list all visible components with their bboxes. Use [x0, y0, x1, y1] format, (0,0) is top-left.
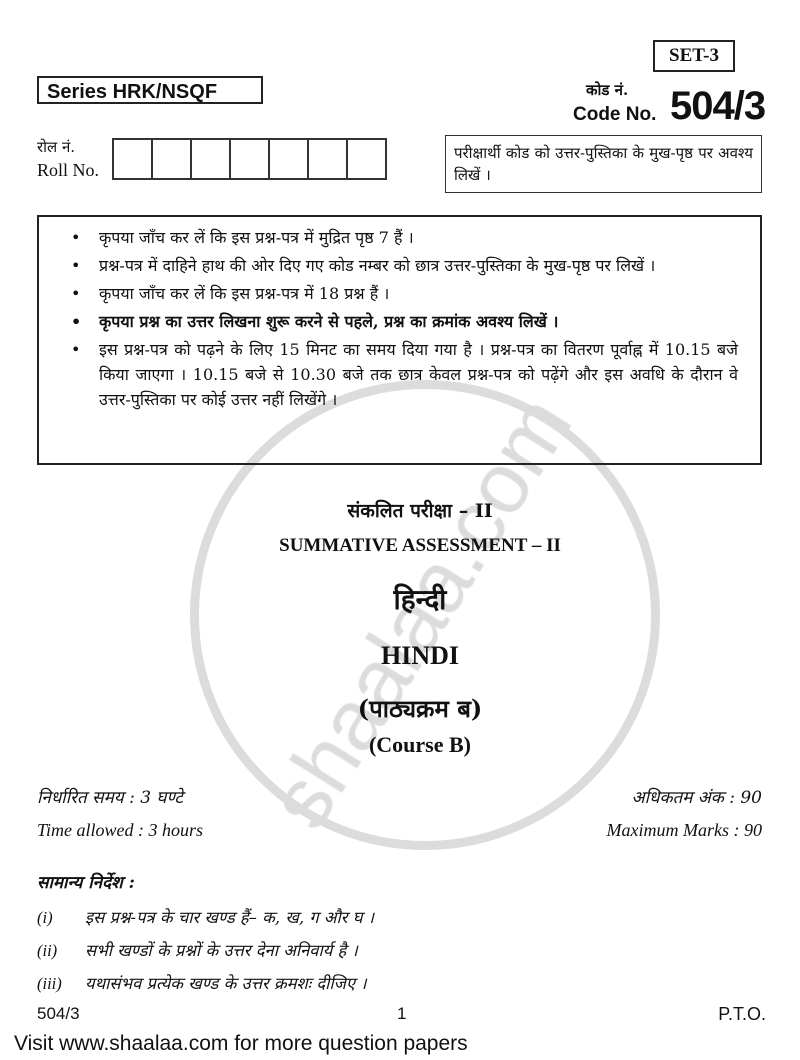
- instruction-item: • कृपया जाँच कर लें कि इस प्रश्न-पत्र में 18 प्रश्न हैं ।: [71, 281, 738, 306]
- roll-digit-box[interactable]: [153, 140, 192, 178]
- roll-label-en: Roll No.: [37, 160, 100, 180]
- code-label-en: Code No.: [573, 104, 657, 125]
- page-number: 1: [397, 1004, 407, 1023]
- footer-code: 504/3: [37, 1004, 80, 1023]
- instruction-item: • इस प्रश्न-पत्र को पढ़ने के लिए 15 मिनट का समय दिया गया है । प्रश्न-पत्र का वितरण पूर्वाह्न में 10.15 बजे किया जाएगा । 10.15 बजे से 10.30 बजे तक छात्र केवल प्रश्न-पत्र को पढ़ेंगे और इस अवधि के दौरान वे उत्तर-पुस्तिका पर कोई उत्तर नहीं लिखेंगे ।: [71, 337, 738, 412]
- general-item: [37, 905, 374, 931]
- roll-digit-box[interactable]: [270, 140, 309, 178]
- time-allowed-en: Time allowed : 3 hours: [37, 820, 204, 840]
- item-number: (iii): [37, 974, 62, 993]
- roll-label-hi: रोल नं.: [37, 138, 76, 156]
- pto-label: P.T.O.: [718, 1004, 766, 1024]
- code-note-box: परीक्षार्थी कोड को उत्तर-पुस्तिका के मुख-पृष्ठ पर अवश्य लिखें ।: [445, 135, 762, 193]
- exam-title-en: SUMMATIVE ASSESSMENT – II: [279, 535, 561, 556]
- subject-hi: हिन्दी: [393, 583, 447, 616]
- item-number: (ii): [37, 941, 58, 960]
- roll-digit-box[interactable]: [114, 140, 153, 178]
- roll-digit-box[interactable]: [309, 140, 348, 178]
- code-label-hi: कोड नं.: [586, 81, 629, 99]
- series-label: Series HRK/NSQF: [37, 76, 263, 104]
- instruction-item: • प्रश्न-पत्र में दाहिने हाथ की ओर दिए गए कोड नम्बर को छात्र उत्तर-पुस्तिका के मुख-पृष्ठ पर लिखें ।: [71, 253, 738, 278]
- set-badge: SET-3: [653, 40, 735, 72]
- max-marks-hi: अधिकतम अंक : 90: [631, 788, 762, 808]
- course-en: (Course B): [368, 732, 472, 757]
- code-number: 504/3: [670, 84, 766, 128]
- subject-en: HINDI: [380, 641, 459, 670]
- roll-digit-box[interactable]: [348, 140, 387, 178]
- roll-number-boxes[interactable]: [112, 138, 387, 180]
- roll-digit-box[interactable]: [231, 140, 270, 178]
- general-instructions-heading: सामान्य निर्देश :: [37, 873, 135, 893]
- item-text: यथासंभव प्रत्येक खण्ड के उत्तर क्रमशः दीजिए ।: [85, 974, 367, 993]
- item-text: सभी खण्डों के प्रश्नों के उत्तर देना अनिवार्य है ।: [85, 941, 358, 960]
- general-item: [37, 938, 358, 964]
- promo-link[interactable]: Visit www.shaalaa.com for more question papers: [14, 1032, 468, 1055]
- roll-digit-box[interactable]: [192, 140, 231, 178]
- time-allowed-hi: निर्धारित समय : 3 घण्टे: [37, 788, 183, 808]
- item-number: (i): [37, 908, 53, 927]
- instruction-item: • कृपया प्रश्न का उत्तर लिखना शुरू करने से पहले, प्रश्न का क्रमांक अवश्य लिखें ।: [71, 309, 738, 334]
- general-item: [37, 971, 367, 997]
- max-marks-en: Maximum Marks : 90: [606, 820, 762, 840]
- course-hi: (पाठ्यक्रम ब): [357, 694, 483, 723]
- instruction-item: • कृपया जाँच कर लें कि इस प्रश्न-पत्र में मुद्रित पृष्ठ 7 हैं ।: [71, 225, 738, 250]
- instructions-box: [37, 215, 762, 465]
- item-text: इस प्रश्न-पत्र के चार खण्ड हैं– क, ख, ग और घ ।: [85, 908, 374, 927]
- exam-title-hi: संकलित परीक्षा – II: [347, 500, 493, 522]
